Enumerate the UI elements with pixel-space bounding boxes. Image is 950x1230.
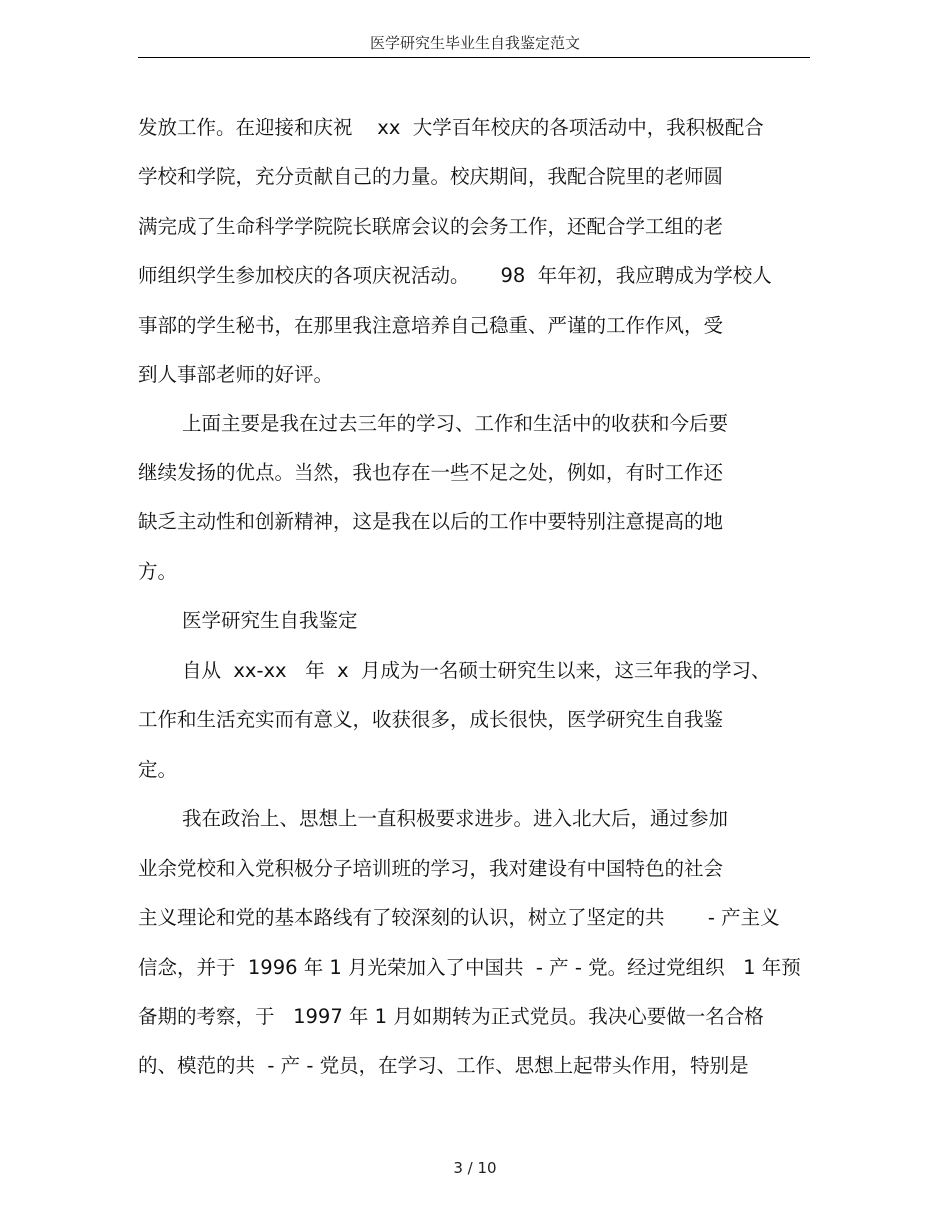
body-line: 方。 bbox=[138, 560, 178, 583]
body-line: 继续发扬的优点。当然，我也存在一些不足之处，例如，有时工作还 bbox=[138, 461, 724, 484]
body-line: 主义理论和党的基本路线有了较深刻的认识，树立了坚定的共 - 产主义 bbox=[138, 906, 780, 929]
body-line: 到人事部老师的好评。 bbox=[138, 363, 334, 386]
body-line: 信念，并于 1996 年 1 月光荣加入了中国共 - 产 - 党。经过党组织 1 年预 bbox=[138, 956, 801, 979]
paragraph-start-line: 自从 xx-xx 年 x 月成为一名硕士研究生以来，这三年我的学习、 bbox=[182, 659, 771, 682]
body-line: 业余党校和入党积极分子培训班的学习，我对建设有中国特色的社会 bbox=[138, 857, 724, 880]
paragraph-start-line: 我在政治上、思想上一直积极要求进步。进入北大后，通过参加 bbox=[182, 807, 729, 830]
body-line: 学校和学院，充分贡献自己的力量。校庆期间，我配合院里的老师圆 bbox=[138, 165, 724, 188]
body-line: 满完成了生命科学学院院长联席会议的会务工作，还配合学工组的老 bbox=[138, 215, 724, 238]
document-title: 医学研究生毕业生自我鉴定范文 bbox=[369, 34, 580, 52]
body-line: 缺乏主动性和创新精神，这是我在以后的工作中要特别注意提高的地 bbox=[138, 510, 724, 533]
body-line: 事部的学生秘书，在那里我注意培养自己稳重、严谨的工作作风，受 bbox=[138, 314, 724, 337]
page-number: 3 / 10 bbox=[453, 1159, 497, 1177]
paragraph-start-line: 上面主要是我在过去三年的学习、工作和生活中的收获和今后要 bbox=[182, 412, 729, 435]
header-divider bbox=[138, 57, 810, 58]
body-line: 发放工作。在迎接和庆祝 xx 大学百年校庆的各项活动中，我积极配合 bbox=[138, 116, 764, 139]
body-line: 师组织学生参加校庆的各项庆祝活动。 98 年年初，我应聘成为学校人 bbox=[138, 264, 772, 287]
body-line: 工作和生活充实而有意义，收获很多，成长很快，医学研究生自我鉴 bbox=[138, 708, 724, 731]
body-line: 备期的考察，于 1997 年 1 月如期转为正式党员。我决心要做一名合格 bbox=[138, 1005, 764, 1028]
section-heading: 医学研究生自我鉴定 bbox=[182, 609, 358, 632]
body-line: 的、模范的共 - 产 - 党员，在学习、工作、思想上起带头作用，特别是 bbox=[138, 1054, 749, 1077]
body-line: 定。 bbox=[138, 758, 178, 781]
